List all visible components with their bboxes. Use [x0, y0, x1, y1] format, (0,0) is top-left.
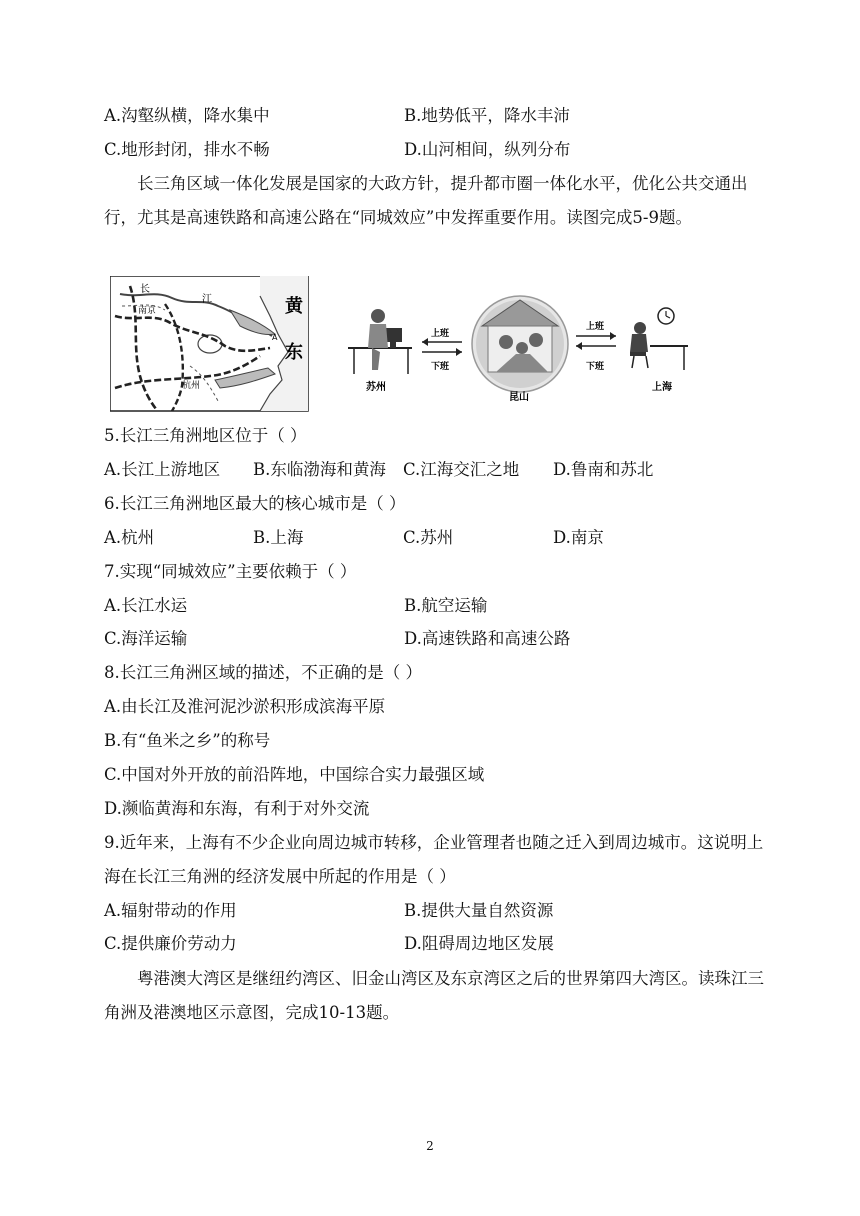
map-label-hangzhou: 杭州 — [182, 381, 201, 391]
label-kunshan: 昆山 — [509, 392, 529, 403]
q5-stem: 5.长江三角洲地区位于（ ） — [104, 426, 307, 445]
label-go-to-work-right: 上班 — [586, 322, 605, 332]
suzhou-worker — [348, 309, 412, 393]
kunshan-home — [472, 296, 568, 403]
q4-option-d: D.山河相间，纵列分布 — [404, 140, 571, 159]
q6-option-a: A.杭州 — [104, 528, 155, 547]
arrows-kunshan-shanghai — [576, 320, 616, 372]
page-number: 2 — [426, 1139, 434, 1153]
map-label-jiang: 江 — [202, 294, 212, 305]
map-label-huang: 黄 — [285, 296, 303, 317]
q7-option-c: C.海洋运输 — [104, 629, 188, 648]
intro-gba: 粤港澳大湾区是继纽约湾区、旧金山湾区及东京湾区之后的世界第四大湾区。读珠江三角洲及港澳地区示意图，完成10-13题。 — [104, 969, 764, 1022]
label-shanghai: 上海 — [652, 382, 672, 393]
q5-option-c: C.江海交汇之地 — [403, 460, 520, 479]
q6-option-d: D.南京 — [553, 528, 604, 547]
arrows-suzhou-kunshan — [422, 327, 462, 372]
q7-option-b: B.航空运输 — [404, 596, 488, 615]
map-label-a: A — [272, 333, 278, 342]
q9-option-b: B.提供大量自然资源 — [404, 901, 554, 920]
q6-option-c: C.苏州 — [403, 528, 454, 547]
q9-option-a: A.辐射带动的作用 — [104, 901, 237, 920]
intro-yrd: 长三角区域一体化发展是国家的大政方针，提升都市圈一体化水平，优化公共交通出行，尤其是高速铁路和高速公路在“同城效应”中发挥重要作用。读图完成5-9题。 — [104, 174, 748, 227]
q7-option-a: A.长江水运 — [104, 596, 188, 615]
q9-stem: 9.近年来，上海有不少企业向周边城市转移，企业管理者也随之迁入到周边城市。这说明上海在长江三角洲的经济发展中所起的作用是（ ） — [104, 833, 764, 886]
commute-illustration — [348, 296, 688, 403]
label-go-to-work-left: 上班 — [431, 329, 450, 339]
q5-option-d: D.鲁南和苏北 — [553, 460, 654, 479]
map-label-dong: 东 — [285, 342, 303, 363]
q4-option-b: B.地势低平，降水丰沛 — [404, 106, 570, 125]
q6-stem: 6.长江三角洲地区最大的核心城市是（ ） — [104, 494, 406, 513]
label-off-work-right: 下班 — [586, 362, 605, 372]
yrd-map — [110, 276, 308, 411]
q8-option-a: A.由长江及淮河泥沙淤积形成滨海平原 — [104, 697, 386, 716]
q7-option-d: D.高速铁路和高速公路 — [404, 629, 571, 648]
q4-option-a: A.沟壑纵横，降水集中 — [104, 106, 270, 125]
q8-option-d: D.濒临黄海和东海，有利于对外交流 — [104, 799, 370, 818]
q8-stem: 8.长江三角洲区域的描述，不正确的是（ ） — [104, 663, 422, 682]
map-label-nanjing: 南京 — [138, 306, 157, 316]
q4-option-c: C.地形封闭，排水不畅 — [104, 140, 270, 159]
map-label-chang: 长 — [140, 284, 150, 295]
figure-yrd — [110, 276, 710, 421]
q5-option-a: A.长江上游地区 — [104, 460, 221, 479]
q6-option-b: B.上海 — [253, 528, 304, 547]
q8-option-b: B.有“鱼米之乡”的称号 — [104, 731, 271, 750]
q7-stem: 7.实现“同城效应”主要依赖于（ ） — [104, 562, 357, 581]
shanghai-worker — [630, 308, 688, 393]
label-off-work-left: 下班 — [431, 362, 450, 372]
q9-option-d: D.阻碍周边地区发展 — [404, 934, 554, 953]
q8-option-c: C.中国对外开放的前沿阵地，中国综合实力最强区域 — [104, 765, 485, 784]
q9-option-c: C.提供廉价劳动力 — [104, 934, 237, 953]
label-suzhou: 苏州 — [366, 382, 386, 393]
q5-option-b: B.东临渤海和黄海 — [253, 460, 386, 479]
